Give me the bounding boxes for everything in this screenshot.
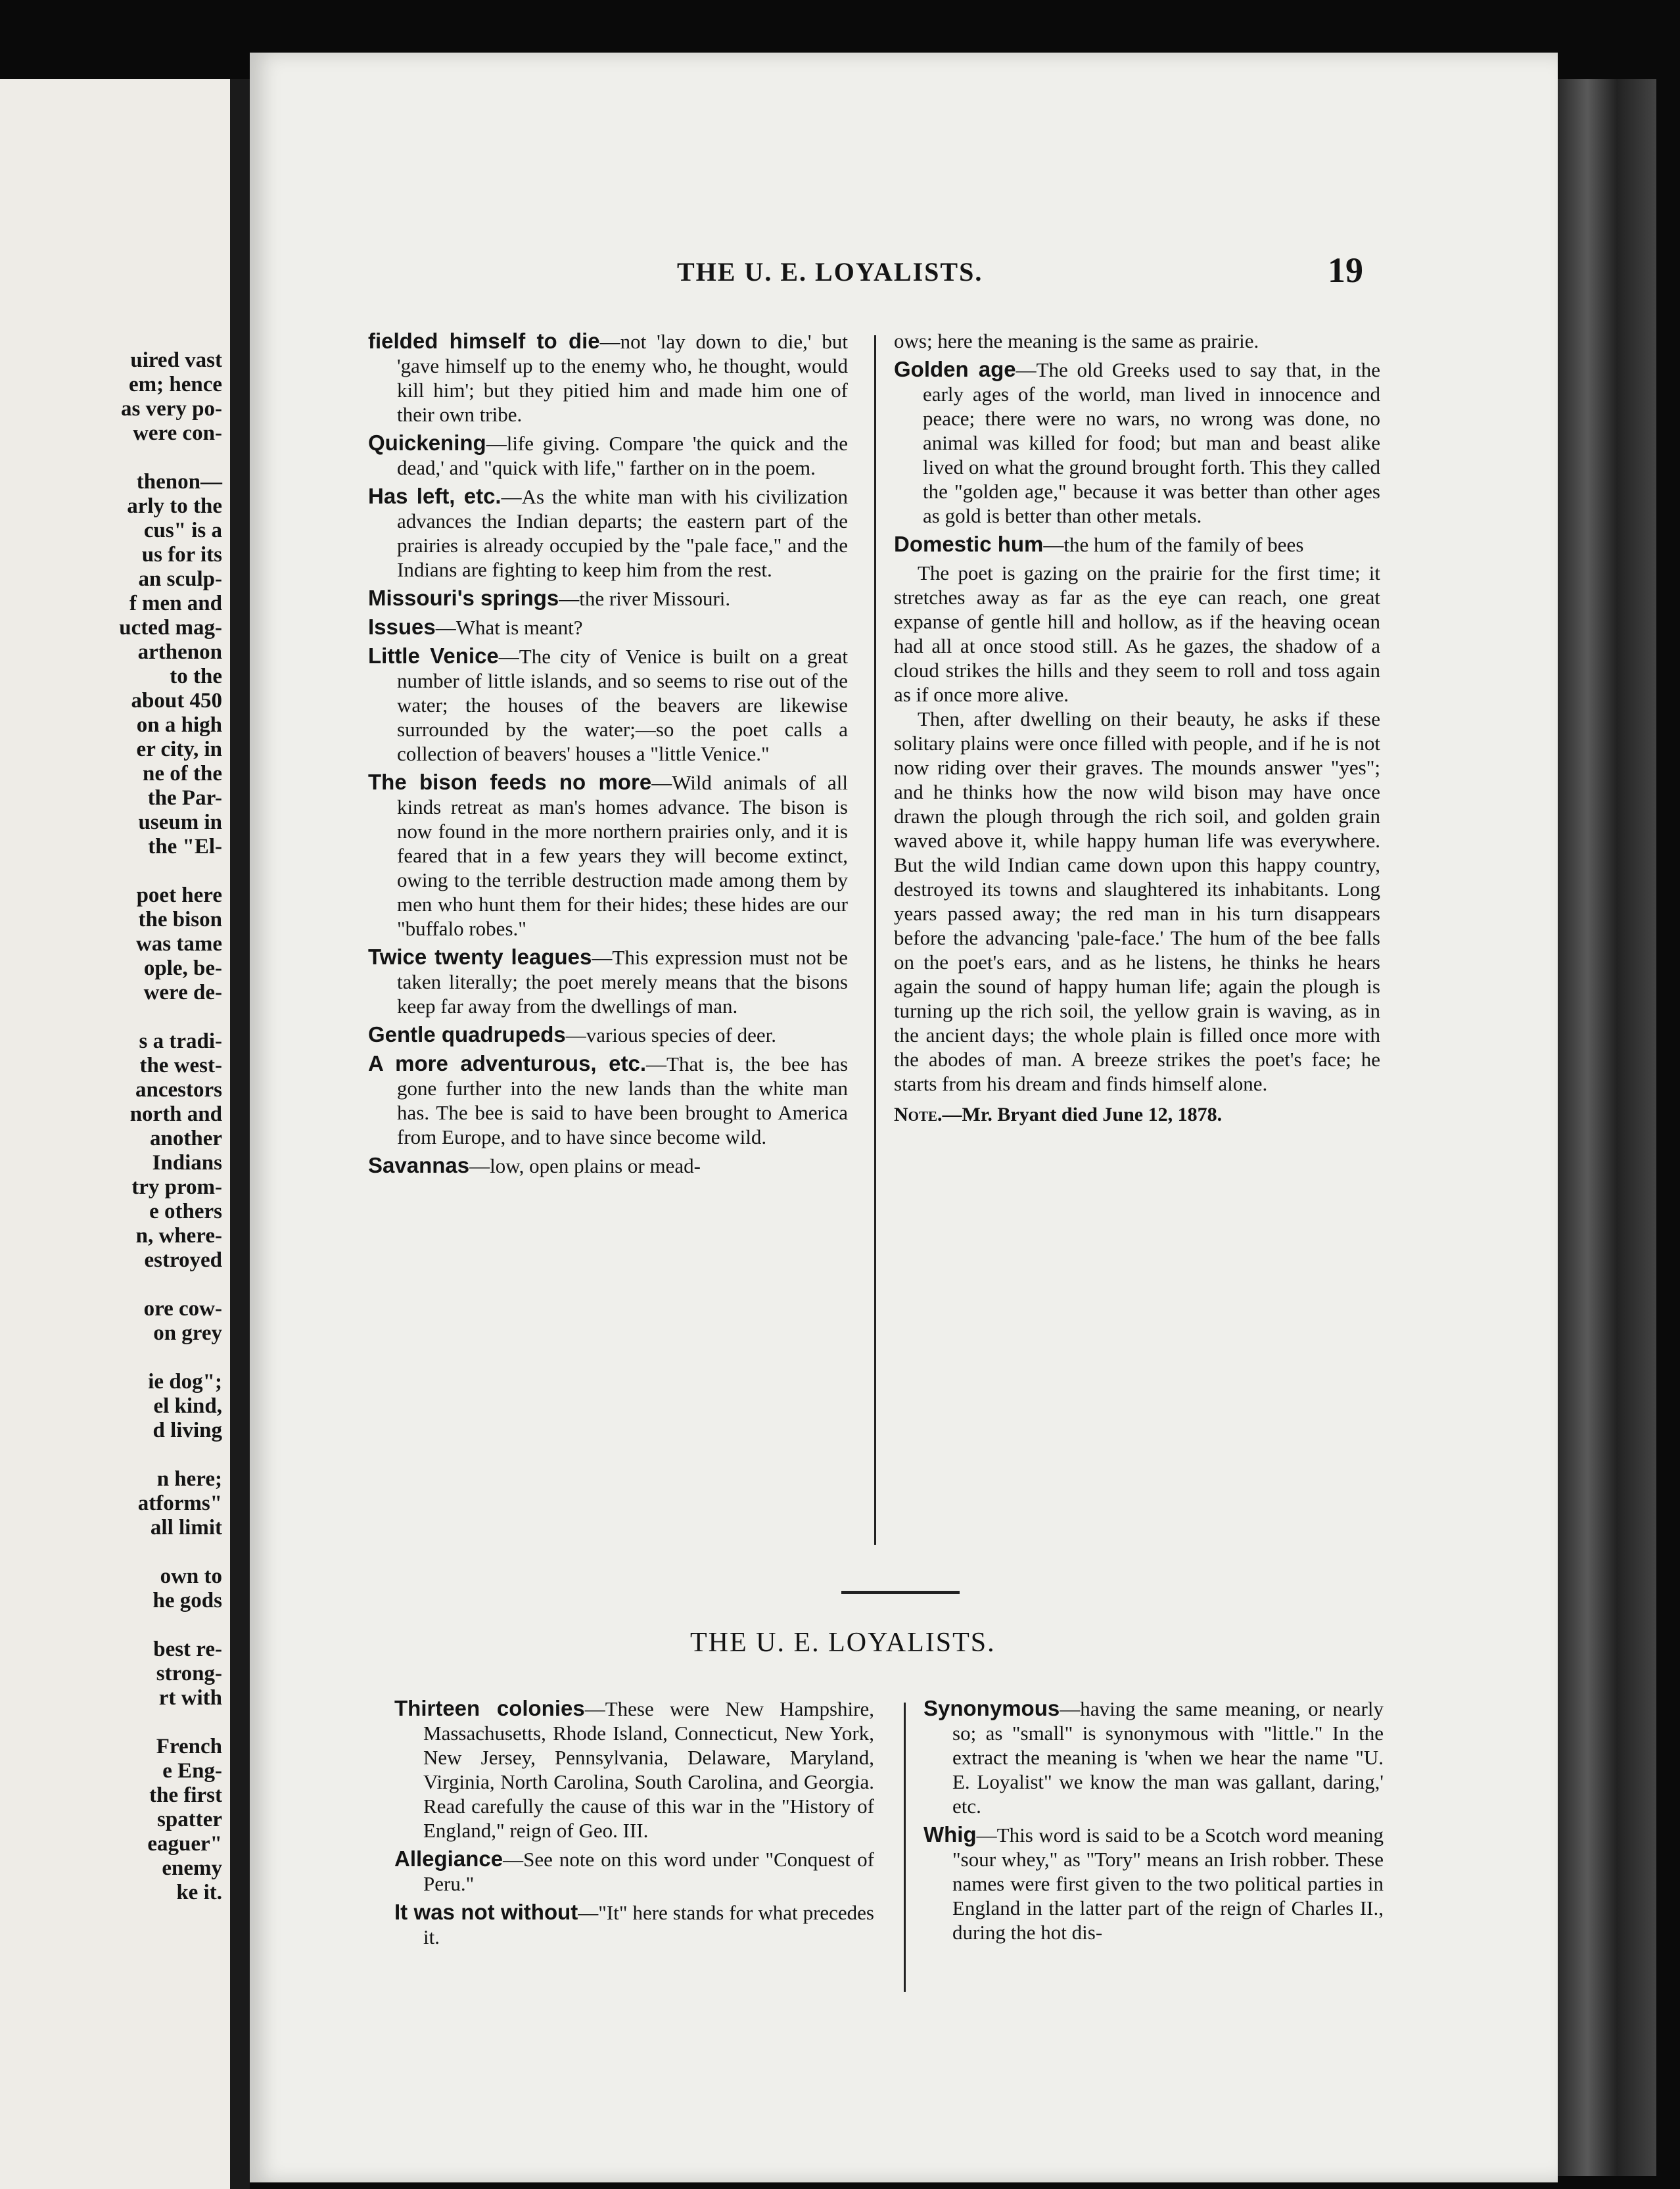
- previous-page-line: n, where-: [135, 1224, 222, 1248]
- previous-page-line: cus" is a: [143, 519, 222, 542]
- glossary-entry: Savannas—low, open plains or mead-: [368, 1153, 701, 1177]
- previous-page-line: us for its: [141, 543, 222, 567]
- previous-page-line: em; hence: [128, 373, 222, 396]
- running-title: THE U. E. LOYALISTS.: [677, 257, 983, 287]
- previous-page-line: ie dog";: [148, 1370, 222, 1394]
- previous-page-line: ucted mag-: [119, 616, 222, 640]
- page-header: [250, 250, 1558, 302]
- glossary-entry: Allegiance—See note on this word under "Conquest of Peru.": [394, 1847, 874, 1895]
- glossary-entry: It was not without—"It" here stands for what precedes it.: [394, 1900, 874, 1948]
- previous-page-line: [5, 1613, 222, 1637]
- previous-page-line: north and: [129, 1102, 222, 1126]
- previous-page-line: s a tradi-: [139, 1029, 222, 1053]
- previous-page-line: were con-: [133, 421, 222, 445]
- previous-page-line: the west-: [139, 1054, 222, 1077]
- summary-paragraph: Then, after dwelling on their beauty, he asks if these solitary plains were once filled with people, and if he is not now riding over their graves. The mounds answer "yes"; and he thinks how the now wild bison may have once drawn the plough through the rich soil, and golden grain waved above it, while happy human life was everywhere. But the wild Indian came down upon this happy country, destroyed its towns and slaughtered its inhabitants. Long years passed away; the red man in his turn disappears before the advancing 'pale-face.' The hum of the bee falls on the poet's ears, and as he listens, he thinks he hears again the sound of happy human life; again the plough is turning up the rich soil, the yellow grain is waving, as in the ancient days; the whole plain is filled once more with the abodes of man. A breeze strikes the poet's face; he starts from his dream and finds himself alone.: [894, 707, 1380, 1095]
- previous-page-line: [5, 1710, 222, 1735]
- loyalists-column-left: [394, 1696, 874, 1953]
- previous-page: [0, 79, 250, 2189]
- previous-page-line: n here;: [156, 1467, 222, 1491]
- previous-page-line: the bison: [138, 908, 222, 931]
- glossary-entry: Domestic hum—the hum of the family of bees: [894, 532, 1304, 556]
- previous-page-line: [5, 1540, 222, 1565]
- previous-page-text: [5, 348, 222, 1905]
- glossary-column-right: [894, 329, 1380, 1146]
- glossary-entry: Golden age—The old Greeks used to say that, in the early ages of the world, man lived in innocence and peace; there were no wars, no wrong was done, no animal was killed for food; but man and beast alike lived on what the ground brought forth. This they called the "golden age," because it was better than other ages as gold is better than other metals.: [894, 357, 1380, 527]
- section-separator: [841, 1591, 960, 1594]
- continuation-text: ows; here the meaning is the same as prairie.: [894, 329, 1259, 352]
- previous-page-line: er city, in: [136, 738, 222, 761]
- previous-page-line: about 450: [131, 689, 222, 713]
- previous-page-line: d living: [152, 1419, 222, 1442]
- previous-page-line: [5, 1273, 222, 1297]
- glossary-entry: Thirteen colonies—These were New Hampshire, Massachusetts, Rhode Island, Connecticut, New York, New Jersey, Pennsylvania, Delaware, Maryland, Virginia, North Carolina, South Carolina, and Georgia. Read carefully the cause of this war in the "History of England," reign of Geo. III.: [394, 1696, 874, 1842]
- previous-page-line: [5, 1346, 222, 1370]
- previous-page-line: the "El-: [148, 835, 222, 859]
- previous-page-line: [5, 859, 222, 883]
- previous-page-line: f men and: [129, 592, 222, 615]
- previous-page-line: ke it.: [176, 1881, 222, 1904]
- previous-page-line: estroyed: [144, 1248, 222, 1272]
- previous-page-line: ore cow-: [143, 1297, 222, 1321]
- previous-page-line: thenon—: [136, 470, 222, 494]
- previous-page-line: arly to the: [127, 494, 222, 518]
- glossary-entry: Whig—This word is said to be a Scotch word meaning "sour whey," as "Tory" means an Irish robber. These names were first given to the two political parties in England in the latter part of the reign of Charles II., during the hot dis-: [923, 1822, 1384, 1944]
- column-divider: [874, 335, 876, 1545]
- previous-page-line: ople, be-: [143, 956, 222, 980]
- column-divider: [904, 1703, 906, 1992]
- loyalists-column-right: [923, 1696, 1384, 1948]
- previous-page-line: e Eng-: [162, 1759, 222, 1783]
- glossary-entry: Missouri's springs—the river Missouri.: [368, 586, 731, 610]
- previous-page-line: as very po-: [121, 397, 222, 421]
- previous-page-line: spatter: [157, 1808, 222, 1831]
- previous-page-line: an sculp-: [138, 567, 222, 591]
- glossary-entry: Little Venice—The city of Venice is built on a great number of little islands, and so seems to rise out of the water; the houses of the beavers are likewise surrounded by the water;—so the poet calls a collection of beavers' houses a "little Venice.": [368, 644, 849, 765]
- previous-page-line: poet here: [136, 883, 222, 907]
- glossary-entry: Gentle quadrupeds—various species of deer.: [368, 1022, 776, 1047]
- previous-page-line: ne of the: [143, 762, 222, 786]
- previous-page-line: useum in: [138, 811, 222, 834]
- glossary-entry: Synonymous—having the same meaning, or nearly so; as "small" is synonymous with "little." In the extract the meaning is 'when we hear the name "U. E. Loyalist" we know the man was gallant, daring,' etc.: [923, 1696, 1384, 1818]
- glossary-entry: Issues—What is meant?: [368, 615, 583, 639]
- section-title: THE U. E. LOYALISTS.: [690, 1628, 996, 1658]
- previous-page-line: another: [150, 1127, 222, 1150]
- glossary-entry: Quickening—life giving. Compare 'the quick and the dead,' and "quick with life," farther on in the poem.: [368, 431, 848, 479]
- glossary-entry: fielded himself to die—not 'lay down to die,' but 'gave himself up to the enemy who, he thought, would kill him'; but they pitied him and made him one of their own tribe.: [368, 329, 848, 426]
- previous-page-line: el kind,: [153, 1394, 222, 1418]
- previous-page-line: to the: [170, 665, 222, 688]
- previous-page-line: arthenon: [137, 640, 222, 664]
- previous-page-line: all limit: [150, 1516, 222, 1540]
- previous-page-line: best re-: [153, 1637, 222, 1661]
- previous-page-line: [5, 1443, 222, 1467]
- glossary-column-left: [368, 329, 848, 1182]
- previous-page-line: were de-: [143, 981, 222, 1004]
- previous-page-line: was tame: [135, 932, 222, 956]
- previous-page-line: rt with: [158, 1686, 222, 1710]
- glossary-entry: A more adventurous, etc.—That is, the bee has gone further into the new lands than the white man has. The bee is said to have been brought to America from Europe, and to have since become wild.: [368, 1051, 849, 1148]
- previous-page-line: on grey: [153, 1321, 222, 1345]
- previous-page-line: uired vast: [130, 348, 222, 372]
- previous-page-line: he gods: [152, 1589, 222, 1612]
- previous-page-line: Indians: [152, 1151, 222, 1175]
- previous-page-line: ancestors: [135, 1078, 222, 1102]
- glossary-entry: Twice twenty leagues—This expression must not be taken literally; the poet merely means that the bisons keep far away from the dwellings of man.: [368, 945, 849, 1018]
- previous-page-line: [5, 446, 222, 470]
- page-stack-edge: [1558, 79, 1656, 2176]
- previous-page-line: eaguer": [147, 1832, 222, 1856]
- page-number: 19: [1328, 250, 1363, 290]
- glossary-entry: The bison feeds no more—Wild animals of all kinds retreat as man's homes advance. The bison is now found in the more northern prairies only, and it is feared that in a few years they will become extinct, owing to the terrible destruction made among them by men who hunt them for their hides; these hides are our "buffalo robes.": [368, 770, 848, 940]
- book-page: [250, 53, 1558, 2182]
- previous-page-line: the Par-: [147, 786, 222, 810]
- previous-page-line: French: [156, 1735, 222, 1758]
- previous-page-line: on a high: [136, 713, 222, 737]
- glossary-entry: Has left, etc.—As the white man with his civilization advances the Indian departs; the eastern part of the prairies is already occupied by the "pale face," and the Indians are fighting to keep him from the rest.: [368, 484, 848, 581]
- previous-page-line: [5, 1005, 222, 1029]
- previous-page-line: atforms": [137, 1492, 222, 1515]
- previous-page-line: e others: [149, 1200, 222, 1223]
- previous-page-line: the first: [149, 1783, 222, 1807]
- summary-paragraph: The poet is gazing on the prairie for the first time; it stretches away as far as the eye can reach, one great expanse of gentle hill and hollow, as if the heaving ocean had all at once stood still. As he gazes, the shadow of a cloud strikes the hills and they seem to roll and toss again as if once more alive.: [894, 561, 1380, 706]
- previous-page-line: strong-: [156, 1662, 222, 1685]
- previous-page-line: own to: [160, 1565, 222, 1588]
- previous-page-line: enemy: [162, 1856, 222, 1880]
- footnote: Note.—Mr. Bryant died June 12, 1878.: [894, 1104, 1223, 1125]
- previous-page-line: try prom-: [131, 1175, 222, 1199]
